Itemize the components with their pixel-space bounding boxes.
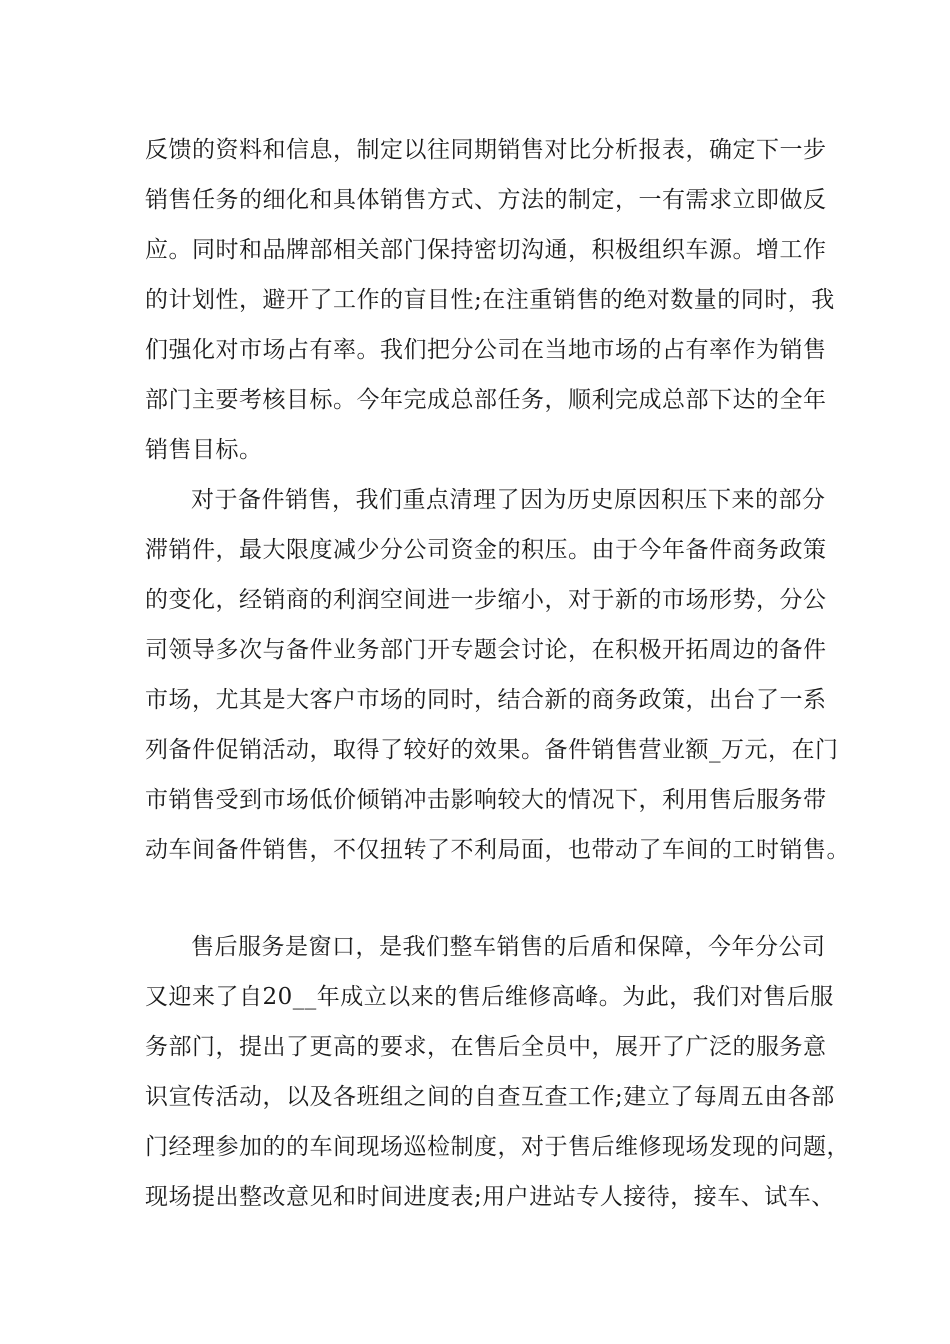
text-line: 又迎来了自20__年成立以来的售后维修高峰。为此，我们对售后服 bbox=[145, 984, 834, 1010]
text-line: 识宣传活动，以及各班组之间的自查互查工作;建立了每周五由各部 bbox=[145, 1084, 835, 1110]
text-line: 们强化对市场占有率。我们把分公司在当地市场的占有率作为销售 bbox=[145, 337, 827, 363]
text-line: 的计划性，避开了工作的盲目性;在注重销售的绝对数量的同时，我 bbox=[145, 287, 835, 313]
paragraph-parts-sales bbox=[145, 475, 850, 875]
text-line: 现场提出整改意见和时间进度表;用户进站专人接待，接车、试车、 bbox=[145, 1184, 835, 1210]
text-line: 市场，尤其是大客户市场的同时，结合新的商务政策，出台了一系 bbox=[145, 687, 827, 713]
text-line: 反馈的资料和信息，制定以往同期销售对比分析报表，确定下一步 bbox=[145, 137, 827, 163]
text-line: 售后服务是窗口，是我们整车销售的后盾和保障，今年分公司 bbox=[191, 934, 826, 960]
text-line: 的变化，经销商的利润空间进一步缩小，对于新的市场形势，分公 bbox=[145, 587, 827, 613]
text-line: 门经理参加的的车间现场巡检制度，对于售后维修现场发现的问题， bbox=[145, 1134, 850, 1160]
text-line: 销售任务的细化和具体销售方式、方法的制定，一有需求立即做反 bbox=[145, 187, 827, 213]
text-line: 动车间备件销售，不仅扭转了不利局面，也带动了车间的工时销售。 bbox=[145, 837, 850, 863]
text-line: 部门主要考核目标。今年完成总部任务，顺利完成总部下达的全年 bbox=[145, 387, 827, 413]
paragraph-after-sales-service bbox=[145, 922, 850, 1222]
text-line: 市销售受到市场低价倾销冲击影响较大的情况下，利用售后服务带 bbox=[145, 787, 827, 813]
text-line: 列备件促销活动，取得了较好的效果。备件销售营业额_万元，在门 bbox=[145, 737, 839, 763]
text-line: 滞销件，最大限度减少分公司资金的积压。由于今年备件商务政策 bbox=[145, 537, 827, 563]
text-line: 销售目标。 bbox=[145, 437, 263, 463]
text-line: 务部门，提出了更高的要求，在售后全员中，展开了广泛的服务意 bbox=[145, 1034, 827, 1060]
paragraph-vehicle-sales bbox=[145, 125, 835, 475]
text-line: 对于备件销售，我们重点清理了因为历史原因积压下来的部分 bbox=[191, 487, 826, 513]
text-line: 应。同时和品牌部相关部门保持密切沟通，积极组织车源。增工作 bbox=[145, 237, 827, 263]
text-line: 司领导多次与备件业务部门开专题会讨论，在积极开拓周边的备件 bbox=[145, 637, 827, 663]
